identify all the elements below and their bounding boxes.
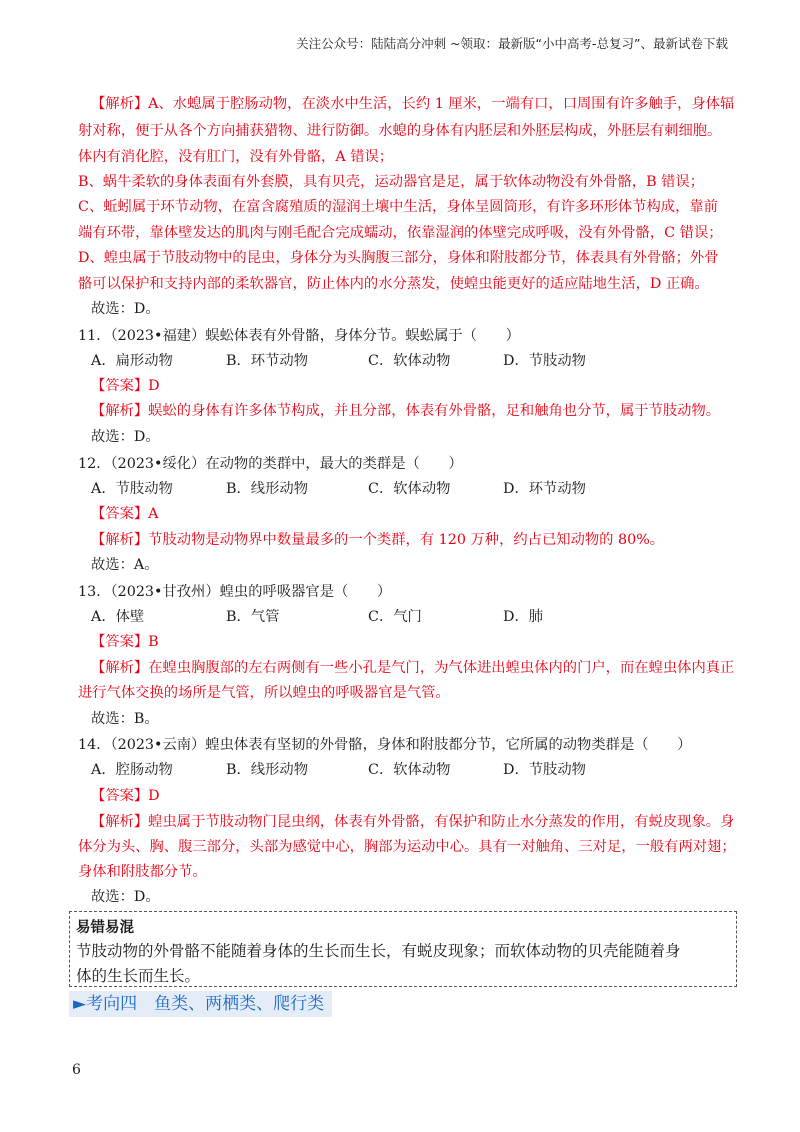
q13-answer: 【答案】B [91,634,159,650]
q14-answer: 【答案】D [91,788,160,804]
q12-answer: 【答案】A [91,506,159,522]
q12-option-a: A．节肢动物 [91,481,173,497]
note-box-line: 节肢动物的外骨骼不能随着身体的生长而生长，有蜕皮现象；而软体动物的贝壳能随着身 [76,942,681,960]
q13-analysis-line: 【解析】在蝗虫胸腹部的左右两侧有一些小孔是气门，为气体进出蝗虫体内的门户，而在蝗虫体内真正 [91,660,735,676]
q12-option-d: D．环节动物 [503,481,586,497]
q11-option-d: D．节肢动物 [503,353,586,369]
q11-choice: 故选：D。 [91,429,160,445]
q14-option-d: D．节肢动物 [503,762,586,778]
q13-option-d: D．肺 [503,609,544,625]
q10-analysis-line: 体内有消化腔，没有肛门，没有外骨骼，A 错误； [78,149,394,165]
q12-choice: 故选：A。 [91,557,159,573]
q11-answer: 【答案】D [91,378,160,394]
q12-stem: 12．（2023•绥化）在动物的类群中，最大的类群是（ ） [78,456,463,472]
q11-option-b: B．环节动物 [226,353,308,369]
q11-analysis-line: 【解析】蜈蚣的身体有许多体节构成，并且分部，体表有外骨骼，足和触角也分节，属于节肢动物。 [91,403,721,419]
q10-analysis-line: C、蚯蚓属于环节动物，在富含腐殖质的湿润土壤中生活，身体呈圆筒形，有许多环形体节构成，靠前 [78,199,718,215]
page-header: 关注公众号：陆陆高分冲刺 ~领取：最新版“小中高考-总复习”、最新试卷下载 [296,36,728,51]
q10-analysis-line: D、蝗虫属于节肢动物中的昆虫，身体分为头胸腹三部分，身体和附肢都分节，体表具有外骨骼；外骨 [78,250,719,266]
q10-analysis-line: 骼可以保护和支持内部的柔软器官，防止体内的水分蒸发，使蝗虫能更好的适应陆地生活，D 正确。 [78,276,709,292]
page-number: 6 [72,1062,81,1078]
q10-analysis-line: 端有环带，靠体壁发达的肌肉与刚毛配合完成蠕动，依靠湿润的体壁完成呼吸，没有外骨骼，C 错误； [78,225,723,241]
q12-option-c: C．软体动物 [368,481,451,497]
q13-option-b: B．气管 [226,609,280,625]
q10-analysis-line: 射对称，便于从各个方向捕获猎物、进行防御。水螅的身体有内胚层和外胚层构成，外胚层有刺细胞。 [78,123,722,139]
q13-option-c: C．气门 [368,609,422,625]
q13-option-a: A．体壁 [91,609,145,625]
q14-option-b: B．线形动物 [226,762,308,778]
q13-stem: 13．（2023•甘孜州）蝗虫的呼吸器官是（ ） [78,584,392,600]
q14-choice: 故选：D。 [91,889,160,905]
section-heading: ►考向四 鱼类、两栖类、爬行类 [69,991,332,1017]
q14-option-a: A．腔肠动物 [91,762,173,778]
q11-option-a: A．扁形动物 [91,353,173,369]
note-box [69,911,737,987]
note-box-line: 体的生长而生长。 [76,967,201,985]
q13-choice: 故选：B。 [91,711,159,727]
q12-analysis-line: 【解析】节肢动物是动物界中数量最多的一个类群，有 120 万种，约占已知动物的 80%。 [91,532,665,548]
q14-stem: 14．（2023•云南）蝗虫体表有坚韧的外骨骼，身体和附肢都分节，它所属的动物类群是（ ） [78,737,692,753]
q14-analysis-line: 【解析】蝗虫属于节肢动物门昆虫纲，体表有外骨骼，有保护和防止水分蒸发的作用，有蜕皮现象。身 [91,814,735,830]
q11-option-c: C．软体动物 [368,353,451,369]
q10-choice: 故选：D。 [91,301,160,317]
q14-analysis-line: 体分为头、胸、腹三部分，头部为感觉中心，胸部为运动中心。具有一对触角、三对足，一般有两对翅； [78,839,736,855]
note-box-title: 易错易混 [76,920,134,936]
q13-analysis-line: 进行气体交换的场所是气管，所以蝗虫的呼吸器官是气管。 [78,685,450,701]
q11-stem: 11．（2023•福建）蜈蚣体表有外骨骼，身体分节。蜈蚣属于（ ） [78,328,520,344]
q12-option-b: B．线形动物 [226,481,308,497]
q14-option-c: C．软体动物 [368,762,451,778]
q14-analysis-line: 身体和附肢都分节。 [78,864,207,880]
q10-analysis-line: B、蜗牛柔软的身体表面有外套膜，具有贝壳，运动器官是足，属于软体动物没有外骨骼，B 错误； [78,174,705,190]
q10-analysis-line: 【解析】A、水螅属于腔肠动物，在淡水中生活，长约 1 厘米，一端有口，口周围有许多触手，身体辐 [91,96,735,112]
